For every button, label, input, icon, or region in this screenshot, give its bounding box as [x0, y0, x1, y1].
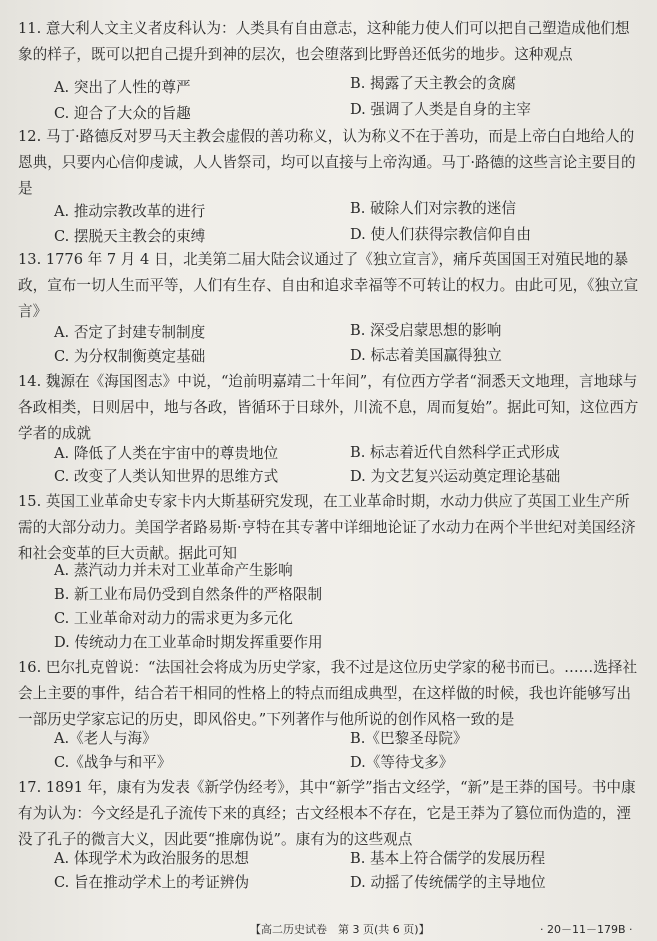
- question-12-stem: 12. 马丁·路德反对罗马天主教会虚假的善功称义，认为称义不在于善功，而是上帝白白地给人的恩典，只要内心信仰虔诚，人人皆祭司，均可以直接与上帝沟通。马丁·路德的这些言论主要目的是: [18, 128, 636, 197]
- q15-option-a: A. 蒸汽动力并未对工业革命产生影响: [54, 562, 293, 579]
- q13-option-c: C. 为分权制衡奠定基础: [54, 348, 206, 365]
- q13-option-d: D. 标志着美国赢得独立: [350, 347, 502, 364]
- question-15-stem: 15. 英国工业革命史专家卡内大斯基研究发现，在工业革命时期，水动力供应了英国工业生产所需的大部分动力。美国学者路易斯·亨特在其专著中详细地论证了水动力在两个半世纪对美国经济和社会变革的巨大贡献。据此可知: [18, 493, 636, 562]
- q12-option-b: B. 破除人们对宗教的迷信: [350, 200, 516, 217]
- q16-option-c: C.《战争与和平》: [54, 754, 172, 771]
- q12-option-c: C. 摆脱天主教会的束缚: [54, 228, 206, 245]
- q12-option-d: D. 使人们获得宗教信仰自由: [350, 226, 531, 243]
- q14-option-a: A. 降低了人类在宇宙中的尊贵地位: [54, 445, 279, 462]
- q17-option-a: A. 体现学术为政治服务的思想: [54, 850, 249, 867]
- q11-option-a: A. 突出了人性的尊严: [54, 79, 191, 96]
- q15-option-c: C. 工业革命对动力的需求更为多元化: [54, 610, 293, 627]
- q13-option-b: B. 深受启蒙思想的影响: [350, 322, 502, 339]
- q17-option-b: B. 基本上符合儒学的发展历程: [350, 850, 546, 867]
- footer-exam-code: · 20－11－179B ·: [540, 923, 633, 936]
- q17-option-c: C. 旨在推动学术上的考证辨伪: [54, 874, 250, 891]
- q16-option-b: B.《巴黎圣母院》: [350, 730, 468, 747]
- q15-option-d: D. 传统动力在工业革命时期发挥重要作用: [54, 634, 323, 651]
- q11-option-c: C. 迎合了大众的旨趣: [54, 105, 191, 122]
- q14-option-b: B. 标志着近代自然科学正式形成: [350, 444, 560, 461]
- q12-option-a: A. 推动宗教改革的进行: [54, 203, 206, 220]
- q17-option-d: D. 动摇了传统儒学的主导地位: [350, 874, 546, 891]
- question-17-stem: 17. 1891 年，康有为发表《新学伪经考》，其中“新学”指古文经学，“新”是王莽的国号。书中康有为认为：今文经是孔子流传下来的真经；古文经根本不存在，它是王莽为了篡位而伪造的，湮没了孔子的微言大义，因此要“推廓伪说”。康有为的这些观点: [18, 779, 636, 848]
- q11-option-d: D. 强调了人类是自身的主宰: [350, 101, 531, 118]
- q11-option-b: B. 揭露了天主教会的贪腐: [350, 75, 516, 92]
- q16-option-a: A.《老人与海》: [54, 730, 157, 747]
- footer-page-info: 【高二历史试卷 第 3 页(共 6 页)】: [250, 923, 430, 936]
- question-13-stem: 13. 1776 年 7 月 4 日，北美第二届大陆会议通过了《独立宣言》，痛斥英国国王对殖民地的暴政，宣布一切人生而平等，人们有生存、自由和追求幸福等不可转让的权力。由此可见，《独立宣言》: [18, 251, 639, 320]
- q15-option-b: B. 新工业布局仍受到自然条件的严格限制: [54, 586, 323, 603]
- q14-option-c: C. 改变了人类认知世界的思维方式: [54, 468, 279, 485]
- q13-option-a: A. 否定了封建专制制度: [54, 324, 206, 341]
- question-11-stem: 11. 意大利人文主义者皮科认为：人类具有自由意志，这种能力使人们可以把自己塑造成他们想象的样子，既可以把自己提升到神的层次，也会堕落到比野兽还低劣的地步。这种观点: [18, 20, 630, 63]
- question-14-stem: 14. 魏源在《海国图志》中说，“迨前明嘉靖二十年间”，有位西方学者“洞悉天文地理，言地球与各政相类，日则居中，地与各政，皆循环于日球外，川流不息，周而复始”。据此可知，这位西方学者的成就: [18, 373, 639, 442]
- q16-option-d: D.《等待戈多》: [350, 754, 454, 771]
- question-16-stem: 16. 巴尔扎克曾说：“法国社会将成为历史学家，我不过是这位历史学家的秘书而已。……选择社会上主要的事件，结合若干相同的性格上的特点而组成典型，在这样做的时候，我也许能够写出一部历史学家忘记的历史，即风俗史。”下列著作与他所说的创作风格一致的是: [18, 659, 638, 728]
- q14-option-d: D. 为文艺复兴运动奠定理论基础: [350, 468, 561, 485]
